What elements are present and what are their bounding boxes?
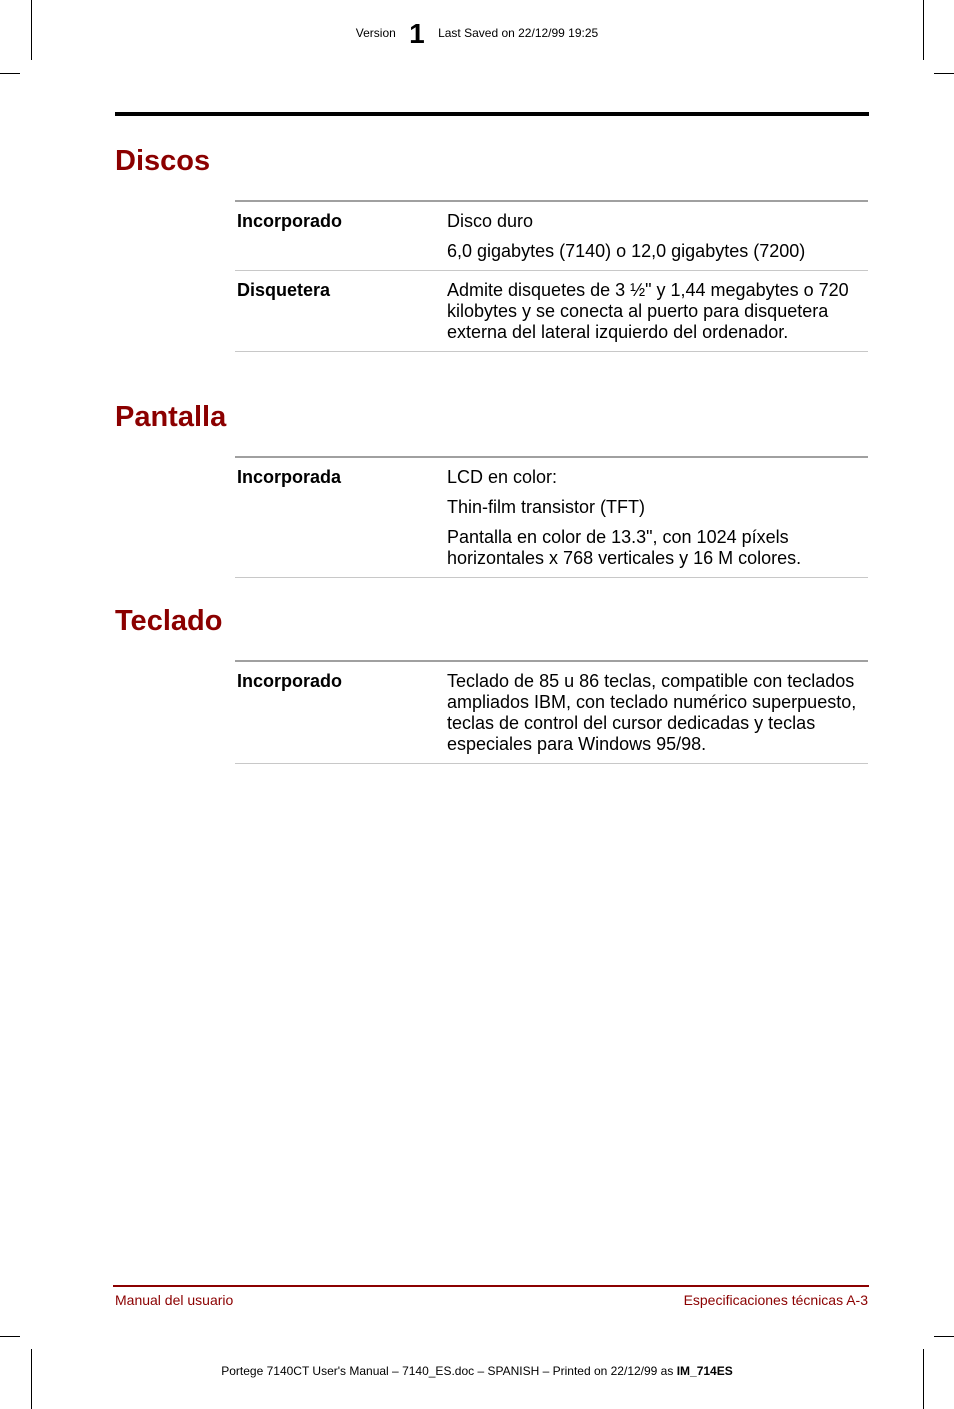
print-info-code: IM_714ES: [676, 1364, 733, 1378]
version-label: Version: [355, 26, 396, 40]
top-rule: [115, 112, 869, 116]
spec-table-teclado: [235, 660, 868, 764]
crop-mark: [0, 73, 20, 74]
spec-label: Incorporada: [237, 467, 342, 487]
document-header: [0, 18, 954, 50]
crop-mark: [934, 73, 954, 74]
print-info-text: Portege 7140CT User's Manual – 7140_ES.doc – SPANISH – Printed on 22/12/99 as: [221, 1364, 677, 1378]
spec-label: Disquetera: [237, 280, 331, 300]
spec-value: [447, 662, 868, 763]
last-saved: Last Saved on 22/12/99 19:25: [438, 26, 599, 40]
spec-label: Incorporado: [237, 671, 343, 691]
footer-rule: [113, 1285, 869, 1287]
spec-value: [447, 458, 868, 577]
spec-value: [447, 271, 868, 351]
spec-row: [235, 456, 868, 577]
table-bottom-rule: [235, 763, 868, 764]
crop-mark: [923, 1349, 924, 1409]
footer-page-reference: Especificaciones técnicas A-3: [683, 1292, 868, 1308]
spec-paragraph: Thin-film transistor (TFT): [447, 497, 645, 517]
print-info-line: [0, 1364, 954, 1378]
footer-manual-title: Manual del usuario: [115, 1292, 234, 1308]
table-bottom-rule: [235, 577, 868, 578]
spec-row: [235, 200, 868, 270]
spec-row: [235, 270, 868, 351]
section-title-discos: Discos: [115, 145, 211, 177]
spec-paragraph: Admite disquetes de 3 ½" y 1,44 megabytes o 720 kilobytes y se conecta al puerto para disquetera externa del lateral izquierdo del ordenador.: [447, 280, 849, 342]
spec-table-pantalla: [235, 456, 868, 578]
table-bottom-rule: [235, 351, 868, 352]
spec-row: [235, 660, 868, 763]
version-number: 1: [409, 18, 425, 49]
crop-mark: [0, 1336, 20, 1337]
spec-value: [447, 202, 868, 270]
crop-mark: [934, 1336, 954, 1337]
spec-paragraph: Teclado de 85 u 86 teclas, compatible con teclados ampliados IBM, con teclado numérico superpuesto, teclas de control del cursor dedicadas y teclas especiales para Windows 95/98.: [447, 671, 857, 754]
spec-paragraph: Disco duro: [447, 211, 534, 231]
spec-paragraph: Pantalla en color de 13.3", con 1024 píxels horizontales x 768 verticales y 16 M colores.: [447, 527, 802, 568]
section-title-teclado: Teclado: [115, 605, 223, 637]
crop-mark: [31, 1349, 32, 1409]
section-title-pantalla: Pantalla: [115, 401, 227, 433]
spec-label: Incorporado: [237, 211, 343, 231]
spec-paragraph: LCD en color:: [447, 467, 558, 487]
spec-paragraph: 6,0 gigabytes (7140) o 12,0 gigabytes (7200): [447, 241, 806, 261]
spec-table-discos: [235, 200, 868, 352]
